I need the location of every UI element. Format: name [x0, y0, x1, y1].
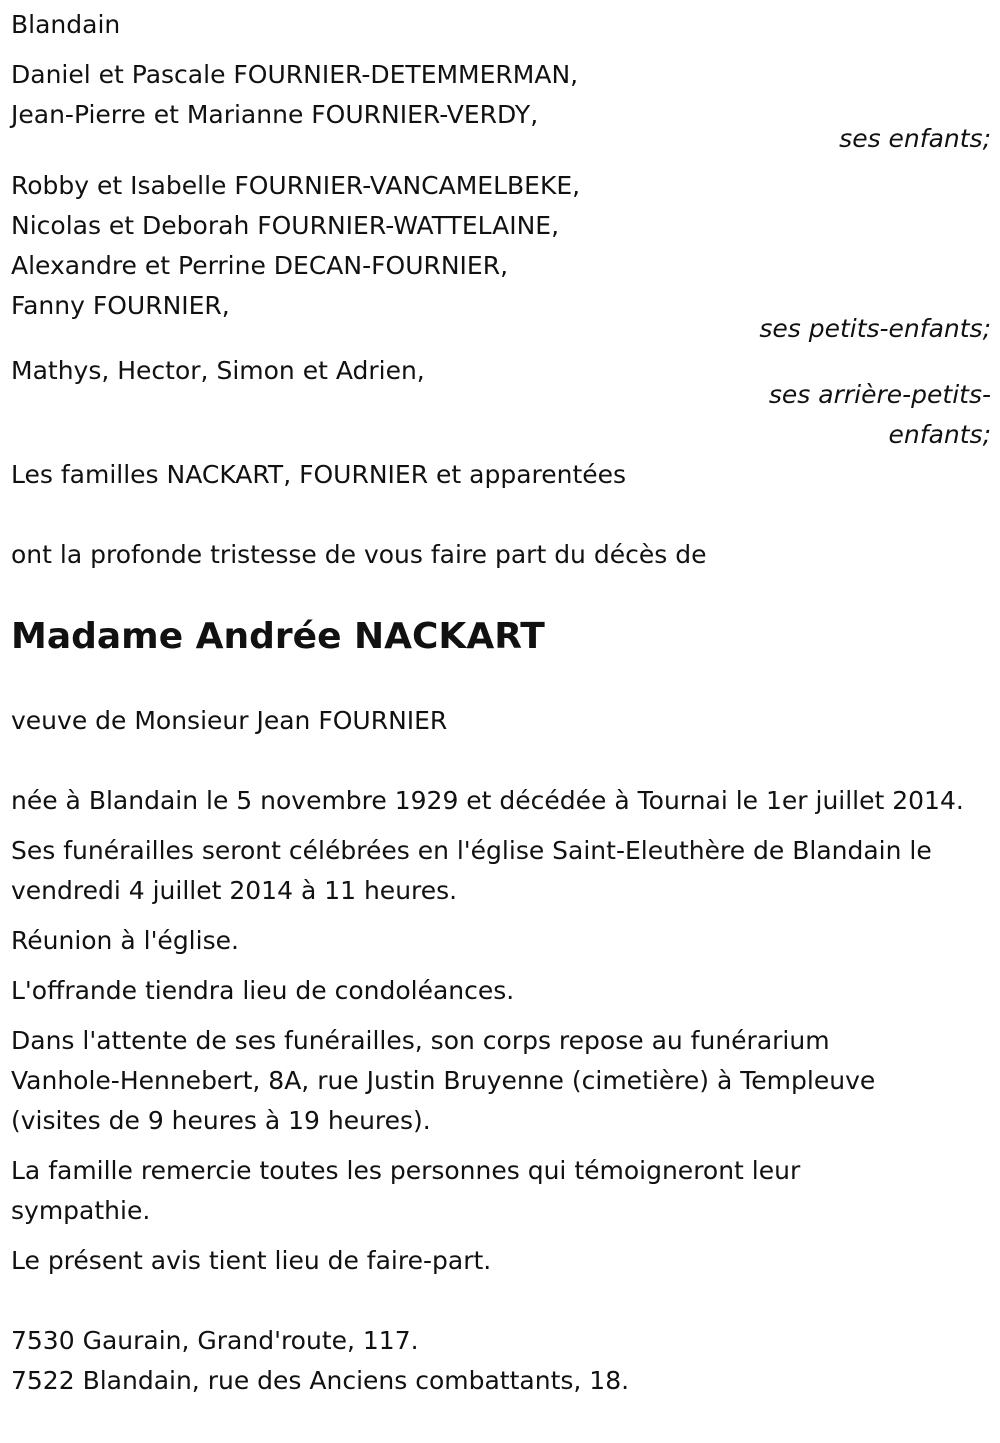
- town-heading: Blandain: [11, 10, 121, 39]
- children-name-line: Daniel et Pascale FOURNIER-DETEMMERMAN,: [11, 60, 579, 89]
- children-name-line: Jean-Pierre et Marianne FOURNIER-VERDY,: [11, 100, 539, 129]
- address-line: 7522 Blandain, rue des Anciens combattants, 18.: [11, 1366, 630, 1395]
- thanks-paragraph: La famille remercie toutes les personnes qui témoigneront leur sympathie.: [11, 1156, 801, 1225]
- grandchildren-name-line: Alexandre et Perrine DECAN-FOURNIER,: [11, 251, 509, 280]
- deceased-name: Madame Andrée NACKART: [11, 616, 545, 657]
- grandchildren-name-line: Nicolas et Deborah FOURNIER-WATTELAINE,: [11, 211, 560, 240]
- offering-paragraph: L'offrande tiendra lieu de condoléances.: [11, 976, 515, 1005]
- families-line: Les familles NACKART, FOURNIER et apparentées: [11, 460, 627, 489]
- great-grandchildren-label-line2: enfants;: [888, 420, 991, 449]
- meeting-paragraph: Réunion à l'église.: [11, 926, 239, 955]
- notice-paragraph: Le présent avis tient lieu de faire-part.: [11, 1246, 492, 1275]
- grandchildren-label: ses petits-enfants;: [759, 314, 991, 343]
- widow-of-line: veuve de Monsieur Jean FOURNIER: [11, 706, 448, 735]
- children-label: ses enfants;: [839, 124, 991, 153]
- grandchildren-name-line: Robby et Isabelle FOURNIER-VANCAMELBEKE,: [11, 171, 581, 200]
- obituary-notice: [11, 5, 991, 1401]
- birth-death-paragraph: née à Blandain le 5 novembre 1929 et décédée à Tournai le 1er juillet 2014.: [11, 786, 964, 815]
- viewing-paragraph: Dans l'attente de ses funérailles, son corps repose au funérarium Vanhole-Hennebert, 8A, rue Justin Bruyenne (cimetière) à Templeuve (visites de 9 heures à 19 heures).: [11, 1026, 876, 1135]
- funeral-paragraph: Ses funérailles seront célébrées en l'église Saint-Eleuthère de Blandain le vendredi 4 juillet 2014 à 11 heures.: [11, 836, 932, 905]
- announcement-line: ont la profonde tristesse de vous faire part du décès de: [11, 540, 707, 569]
- great-grandchildren-label-line1: ses arrière-petits-: [768, 380, 991, 409]
- address-line: 7530 Gaurain, Grand'route, 117.: [11, 1326, 419, 1355]
- grandchildren-name-line: Fanny FOURNIER,: [11, 291, 230, 320]
- great-grandchildren-names: Mathys, Hector, Simon et Adrien,: [11, 356, 425, 385]
